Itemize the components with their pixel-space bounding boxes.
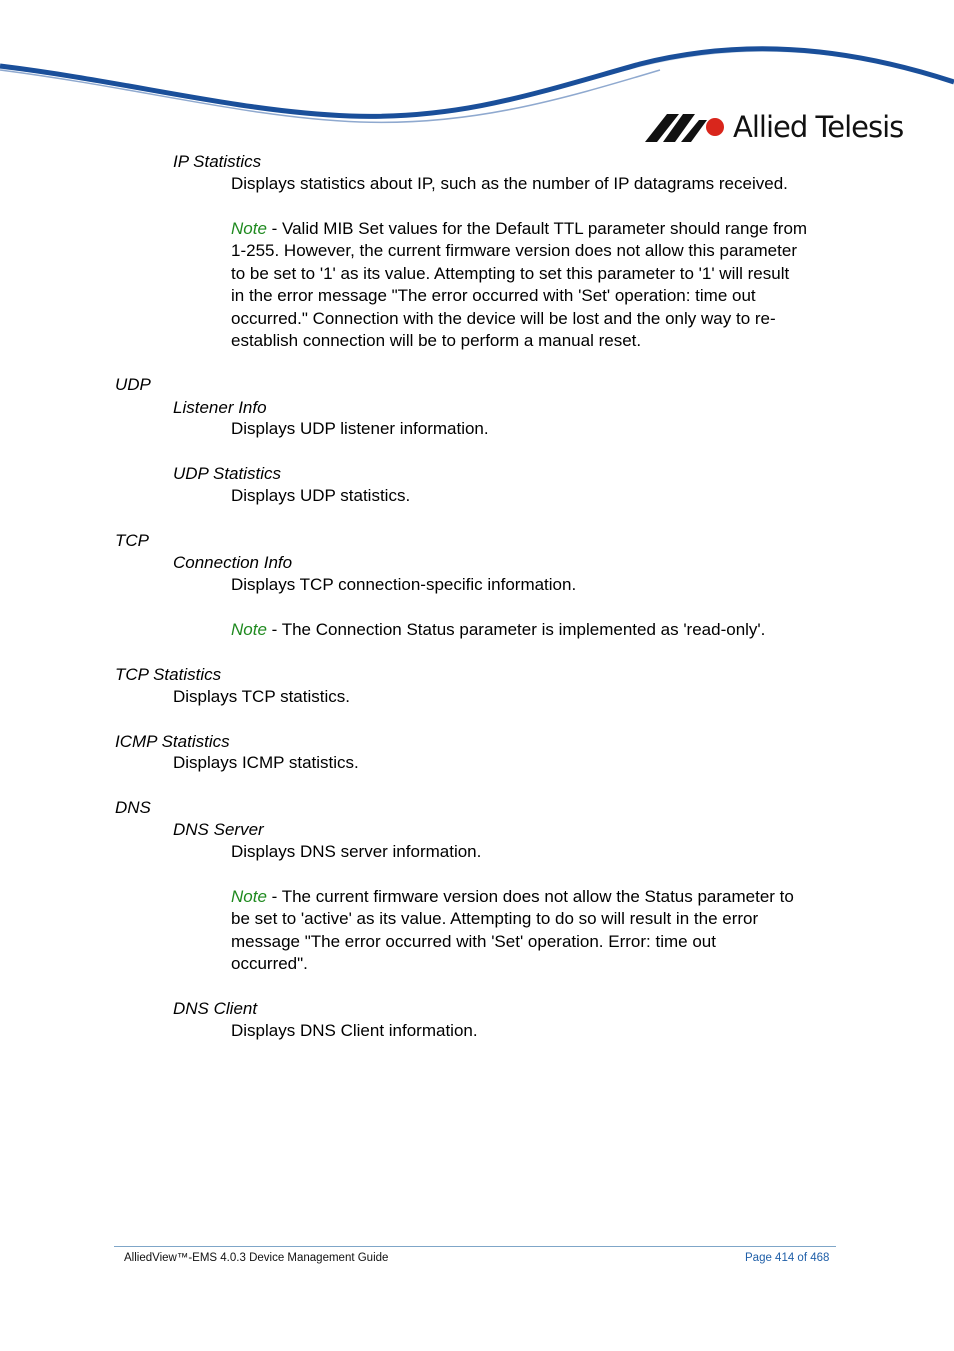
ip-statistics-note [231,218,841,352]
footer-document-title: AlliedView™-EMS 4.0.3 Device Management Guide [124,1252,389,1264]
udp-statistics-heading: UDP Statistics [173,464,282,483]
brand-name: Allied Telesis [733,110,904,144]
ip-statistics-description: Displays statistics about IP, such as the number of IP datagrams received. [231,174,788,193]
listener-info-description: Displays UDP listener information. [231,419,489,438]
udp-heading: UDP [115,375,151,394]
tcp-statistics-heading: TCP Statistics [115,665,222,684]
listener-info-heading: Listener Info [173,398,267,417]
note-text-line: in the error message "The error occurred with 'Set' operation: time out [231,286,756,306]
note-text-line: occurred." Connection with the device will be lost and the only way to re- [231,308,776,328]
note-text-line: to be set to '1' as its value. Attempting to set this parameter to '1' will result [231,263,790,283]
connection-info-note [231,619,765,641]
note-label: Note [231,219,267,238]
note-text-line: be set to 'active' as its value. Attempting to do so will result in the error [231,909,759,929]
allied-telesis-logo [645,108,903,146]
udp-statistics-description: Displays UDP statistics. [231,486,411,505]
dns-server-description: Displays DNS server information. [231,842,482,861]
connection-info-description: Displays TCP connection-specific information. [231,575,577,594]
icmp-statistics-heading: ICMP Statistics [115,732,230,751]
footer-page-number: Page 414 of 468 [745,1252,830,1264]
tcp-heading: TCP [115,531,149,550]
ip-statistics-heading: IP Statistics [173,152,262,171]
note-text: - The Connection Status parameter is implemented as 'read-only'. [266,620,766,639]
note-text-line: occurred". [231,954,308,974]
note-text-line: 1-255. However, the current firmware version does not allow this parameter [231,241,797,261]
note-text-line: - Valid MIB Set values for the Default TTL parameter should range from [266,219,808,238]
dns-heading: DNS [115,798,151,817]
allied-telesis-logo-mark [645,112,725,142]
footer-divider [114,1246,836,1247]
dns-server-heading: DNS Server [173,820,264,839]
dns-client-heading: DNS Client [173,999,258,1018]
note-label: Note [231,620,267,639]
note-label: Note [231,887,267,906]
note-text-line: establish connection will be to perform a manual reset. [231,331,642,351]
note-text-line: - The current firmware version does not allow the Status parameter to [266,887,794,906]
icmp-statistics-description: Displays ICMP statistics. [173,753,359,772]
tcp-statistics-description: Displays TCP statistics. [173,687,350,706]
note-text-line: message "The error occurred with 'Set' operation. Error: time out [231,931,716,951]
dns-client-description: Displays DNS Client information. [231,1021,478,1040]
dns-server-note [231,886,841,976]
connection-info-heading: Connection Info [173,553,293,572]
